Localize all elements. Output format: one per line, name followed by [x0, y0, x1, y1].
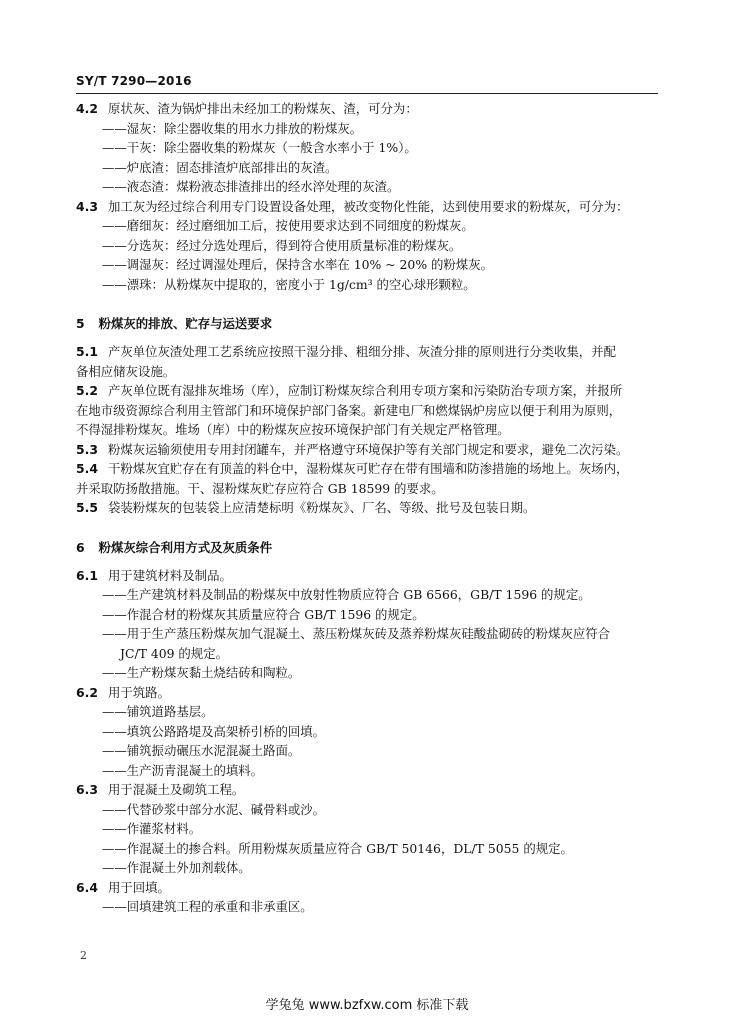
list-item: ——磨细灰：经过磨细加工后，按使用要求达到不同细度的粉煤灰。	[102, 218, 474, 233]
list-item: ——回填建筑工程的承重和非承重区。	[102, 899, 313, 914]
paragraph-line: 并采取防扬散措施。干、湿粉煤灰贮存应符合 GB 18599 的要求。	[76, 480, 444, 496]
list-item: ——生产粉煤灰黏土烧结砖和陶粒。	[102, 665, 301, 680]
list-item: ——分选灰：经过分选处理后，得到符合使用质量标准的粉煤灰。	[102, 237, 462, 253]
clause-4-2: 4.2 原状灰、渣为锅炉排出未经加工的粉煤灰、渣，可分为：	[76, 101, 418, 116]
list-item: ——铺筑道路基层。	[102, 704, 214, 719]
list-item: ——炉底渣：固态排渣炉底部排出的灰渣。	[102, 159, 338, 175]
watermark-footer: 学兔兔 www.bzfxw.com 标准下载	[265, 998, 469, 1013]
list-item: ——干灰：除尘器收集的粉煤灰（一般含水率小于 1%）。	[102, 140, 417, 155]
list-item: ——用于生产蒸压粉煤灰加气混凝土、蒸压粉煤灰砖及蒸养粉煤灰硅酸盐砌砖的粉煤灰应符合	[102, 626, 611, 641]
list-item: ——生产建筑材料及制品的粉煤灰中放射性物质应符合 GB 6566，GB/T 1596 的规定。	[102, 587, 591, 602]
clause-6-2: 6.2 用于筑路。	[76, 684, 170, 700]
section-6-heading: 6 粉煤灰综合利用方式及灰质条件	[76, 539, 273, 555]
clause-5-2: 5.2 产灰单位既有湿排灰堆场（库），应制订粉煤灰综合利用专项方案和污染防治专项方案，并报所	[76, 383, 623, 398]
clause-5-1: 5.1 产灰单位灰渣处理工艺系统应按照干湿分排、粗细分排、灰渣分排的原则进行分类收集，并配	[76, 344, 616, 359]
list-item: ——液态渣：煤粉液态排渣排出的经水淬处理的灰渣。	[102, 179, 400, 194]
clause-5-3: 5.3 粉煤灰运输须使用专用封闭罐车，并严格遵守环境保护等有关部门规定和要求，避免二次污染。	[76, 441, 629, 457]
list-item: ——调湿灰：经过调湿处理后，保持含水率在 10% ~ 20% 的粉煤灰。	[102, 257, 493, 272]
paragraph-line: 在地市级资源综合利用主管部门和环境保护部门备案。新建电厂和燃煤锅炉房应以便于利用为原则，	[76, 402, 622, 418]
clause-6-4: 6.4 用于回填。	[76, 879, 170, 895]
clause-4-3: 4.3 加工灰为经过综合利用专门设置设备处理，被改变物化性能，达到使用要求的粉煤灰，可分为：	[76, 198, 629, 214]
standard-code: SY/T 7290—2016	[76, 74, 192, 88]
list-item: ——作混凝土的掺合料。所用粉煤灰质量应符合 GB/T 50146，DL/T 5055 的规定。	[102, 840, 573, 856]
document-body	[76, 99, 670, 917]
list-item: ——作混凝土外加剂载体。	[102, 860, 251, 875]
list-item: ——漂珠：从粉煤灰中提取的，密度小于 1g/cm³ 的空心球形颗粒。	[102, 276, 476, 292]
list-item: ——湿灰：除尘器收集的用水力排放的粉煤灰。	[102, 120, 363, 136]
list-item: ——铺筑振动碾压水泥混凝土路面。	[102, 743, 301, 758]
header-rule	[76, 93, 658, 94]
list-item-continuation: JC/T 409 的规定。	[120, 645, 228, 661]
paragraph-line: 不得湿排粉煤灰。堆场（库）中的粉煤灰应按环境保护部门有关规定严格管理。	[76, 422, 510, 437]
page-number: 2	[80, 949, 87, 962]
clause-5-4: 5.4 干粉煤灰宜贮存在有顶盖的料仓中，湿粉煤灰可贮存在带有围墙和防渗措施的场地上。灰场内，	[76, 461, 629, 476]
clause-5-5: 5.5 袋装粉煤灰的包装袋上应清楚标明《粉煤灰》、厂名、等级、批号及包装日期。	[76, 500, 536, 515]
list-item: ——代替砂浆中部分水泥、碱骨料或沙。	[102, 801, 326, 817]
section-5-heading: 5 粉煤灰的排放、贮存与运送要求	[76, 316, 273, 331]
clause-6-3: 6.3 用于混凝土及砌筑工程。	[76, 782, 245, 797]
list-item: ——生产沥青混凝土的填料。	[102, 762, 264, 778]
clause-6-1: 6.1 用于建筑材料及制品。	[76, 567, 232, 583]
list-item: ——作灌浆材料。	[102, 821, 202, 836]
paragraph-line: 备相应储灰设施。	[76, 363, 176, 379]
list-item: ——作混合材的粉煤灰其质量应符合 GB/T 1596 的规定。	[102, 606, 425, 622]
list-item: ——填筑公路路堤及高架桥引桥的回填。	[102, 723, 326, 739]
